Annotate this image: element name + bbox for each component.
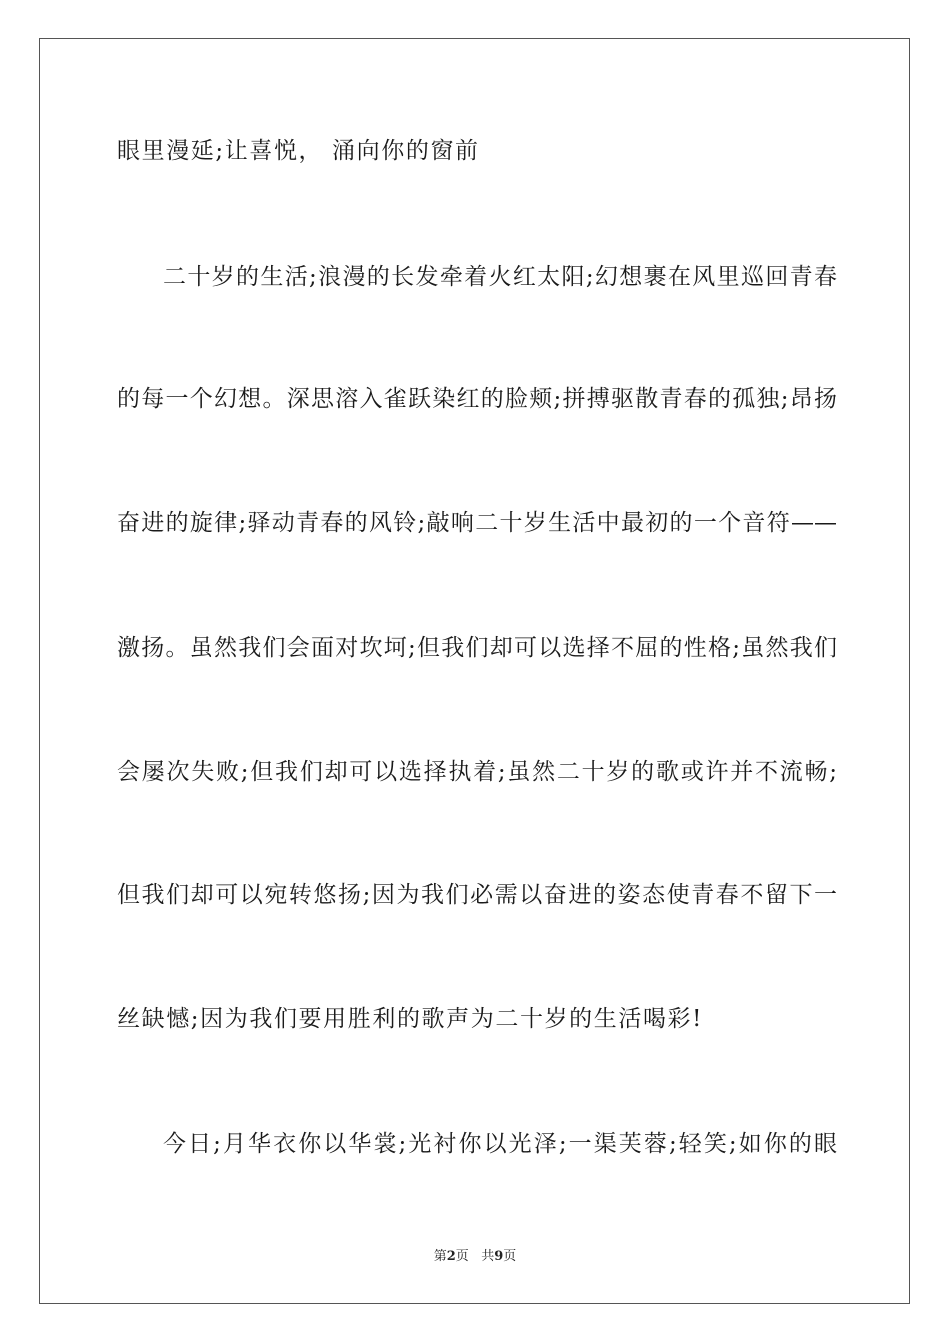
text-line: 的每一个幻想。深思溶入雀跃染红的脸颊;拼搏驱散青春的孤独;昂扬: [117, 386, 837, 412]
text-line: 激扬。虽然我们会面对坎坷;但我们却可以选择不屈的性格;虽然我们: [117, 635, 837, 661]
text-line: 会屡次失败;但我们却可以选择执着;虽然二十岁的歌或许并不流畅;: [117, 759, 837, 785]
page-footer: [0, 1248, 950, 1266]
page-suffix: 页: [503, 1249, 517, 1264]
text-line: 眼里漫延;让喜悦， 涌向你的窗前: [117, 138, 480, 164]
page-total: 9: [494, 1249, 504, 1264]
page-mid: 页 共: [455, 1249, 495, 1264]
text-line: 奋进的旋律;驿动青春的风铃;敲响二十岁生活中最初的一个音符——: [117, 510, 837, 536]
text-line: 今日;月华衣你以华裳;光衬你以光泽;一渠芙蓉;轻笑;如你的眼: [163, 1131, 837, 1157]
text-line: 丝缺憾;因为我们要用胜利的歌声为二十岁的生活喝彩!: [117, 1006, 703, 1032]
text-line: 但我们却可以宛转悠扬;因为我们必需以奋进的姿态使青春不留下一: [117, 882, 837, 908]
page-current: 2: [446, 1249, 456, 1264]
page-prefix: 第: [433, 1249, 447, 1264]
page-border: [39, 38, 910, 1304]
text-line: 二十岁的生活;浪漫的长发牵着火红太阳;幻想裹在风里巡回青春: [163, 264, 837, 290]
